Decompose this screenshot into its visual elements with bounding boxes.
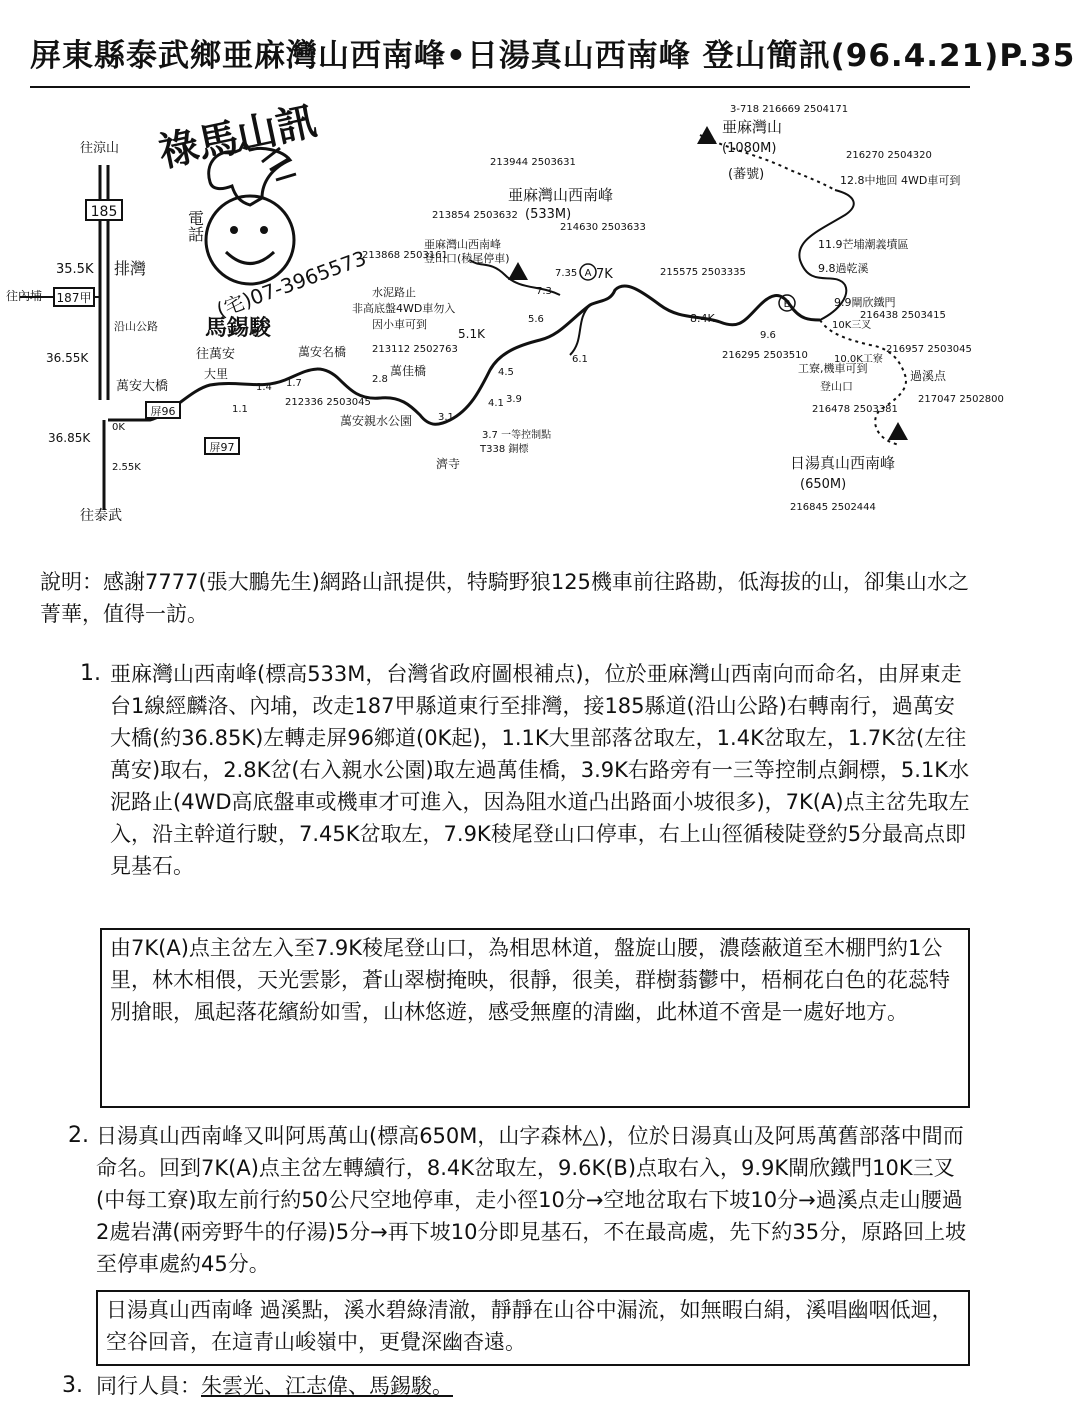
peak-rita-sw: [790, 422, 908, 513]
map-label: 212336 2503045: [285, 397, 371, 408]
map-label: 3.7 一等控制點: [482, 430, 552, 441]
item-2-number: 2.: [68, 1123, 89, 1148]
map-label: 過溪点: [910, 369, 947, 383]
item-2-text: 日湯真山西南峰又叫阿馬萬山(標高650M，山字森林△)，位於日湯真山及阿馬萬舊部落中間而命名。回到7K(A)点主岔左轉續行，8.4K岔取左，9.6K(B)点取右入，9.9K閘欣鐵門10K三叉(中每工寮)取左前行約50公尺空地停車，走小徑10分→空地岔取右下坡10分→過溪点走山腰過2處岩溝(兩旁野牛的仔湯)5分→再下坡10分即見基石，不在最高處，先下約35分，原路回上坡至停車處約45分。: [96, 1124, 967, 1276]
map-label: 萬安名橋: [298, 345, 347, 359]
svg-text:(650M): (650M): [800, 477, 847, 492]
map-label: 215575 2503335: [660, 267, 746, 278]
map-label: 亜麻灣山西南峰: [424, 238, 501, 251]
road-185: [20, 165, 820, 510]
map-label: 工寮,機車可到: [798, 362, 868, 375]
svg-text:216845 2502444: 216845 2502444: [790, 502, 876, 513]
logo-phone-label: 電話: [185, 210, 205, 242]
map-label: 大里: [204, 367, 229, 381]
svg-text:(1080M): (1080M): [722, 141, 777, 156]
route-map: [0, 90, 1004, 560]
note-box-1: [100, 928, 970, 1108]
peak-triangle-icon: [508, 262, 528, 280]
map-label: 3.1: [438, 412, 454, 423]
point-b-marker: B: [783, 299, 791, 310]
notes-section: [40, 560, 970, 1400]
map-label: 3.9: [506, 394, 522, 405]
map-label: 5.1K: [458, 327, 485, 341]
map-label: 0K: [112, 422, 125, 433]
logo: [155, 98, 370, 341]
logo-author: 馬錫駿: [205, 316, 272, 341]
map-label: 8.4K: [690, 312, 715, 325]
map-label: 濟寺: [436, 457, 461, 471]
map-label: 36.55K: [46, 351, 89, 365]
item-3-text: [96, 1370, 970, 1402]
map-label: 10K三叉: [832, 320, 872, 331]
road-187-label: 187甲: [56, 291, 92, 305]
item-1-number: 1.: [80, 661, 101, 686]
logo-phone: (宅)07-3965573: [213, 245, 370, 323]
map-label: 登山口: [820, 380, 853, 393]
header-rule: [30, 86, 970, 88]
map-label: 排灣: [114, 259, 147, 278]
map-label: 213854 2503632: [432, 210, 518, 221]
note-box-2-text: 日湯真山西南峰 過溪點，溪水碧綠清澈，靜靜在山谷中漏流，如無暇白絹，溪唱幽咽低迴，空谷回音，在這青山峻嶺中，更覺深幽杳遠。: [106, 1298, 953, 1354]
map-label: 7.3: [536, 286, 552, 297]
map-label: 往泰武: [80, 508, 122, 524]
map-label: T338 銅標: [480, 444, 529, 455]
road-ping97-label: 屏97: [209, 441, 235, 454]
map-label: 213868 2503161: [362, 250, 448, 261]
road-185-label: 185: [90, 204, 118, 220]
map-label: 216438 2503415: [860, 310, 946, 321]
item-1-text: 亜麻灣山西南峰(標高533M，台灣省政府圖根補点)，位於亜麻灣山西南向而命名，由屏東走台1線經麟洛、內埔，改走187甲縣道東行至排灣，接185縣道(沿山公路)右轉南行，過萬安大橋(約36.85K)左轉走屏96鄉道(0K起)，1.1K大里部落岔取左，1.4K岔取左，1.7K岔(左往萬安)取右，2.8K岔(右入親水公園)取左過萬佳橋，3.9K右路旁有一三等控制点銅標，5.1K水泥路止(4WD高底盤車或機車才可進入，因為阻水道凸出路面小坡很多)，7K(A)点主岔先取左入，沿主幹道行駛，7.45K岔取左，7.9K稜尾登山口停車，右上山徑循稜陡登約5分最高点即見基石。: [110, 662, 970, 878]
members-list: 朱雲光、江志偉、馬錫駿。: [201, 1374, 453, 1398]
map-label: 12.8中地回 4WD車可到: [840, 174, 961, 187]
map-label: 9.6: [760, 330, 776, 341]
map-label: 9.9閘欣鐵門: [834, 296, 896, 309]
map-label: 4.5: [498, 367, 514, 378]
map-label: 216295 2503510: [722, 350, 808, 361]
map-label: 1.7: [286, 378, 302, 389]
page-header: [30, 30, 1075, 82]
map-label: 6.1: [572, 354, 588, 365]
logo-brand: 祿馬山訊: [154, 98, 321, 177]
map-label: 2.55K: [112, 462, 141, 473]
map-label: 214630 2503633: [560, 222, 646, 233]
map-label: 非高底盤4WD車勿入: [352, 302, 456, 315]
map-label: 9.8過乾溪: [818, 262, 869, 275]
map-label: 11.9芒埔潮義墳區: [818, 238, 909, 251]
svg-text:日湯真山西南峰: 日湯真山西南峰: [790, 454, 896, 472]
road-ping96-label: 屏96: [150, 405, 176, 418]
map-label: 往內埔: [6, 289, 43, 303]
map-label: 35.5K: [56, 262, 94, 277]
map-label: 4.1: [488, 398, 504, 409]
peak-triangle-icon: [888, 422, 908, 440]
svg-text:(蕃號): (蕃號): [728, 167, 765, 182]
map-label: 萬安親水公園: [340, 414, 413, 428]
map-label: 10.0K工寮: [834, 354, 883, 365]
map-label: 216270 2504320: [846, 150, 932, 161]
intro-text: 說明：感謝7777(張大鵬先生)網路山訊提供，特騎野狼125機車前往路勘，低海拔的山，卻集山水之菁華，值得一訪。: [40, 570, 969, 626]
note-box-1-text: 由7K(A)点主岔左入至7.9K稜尾登山口，為相思林道，盤旋山腰，濃蔭蔽道至木棚門約1公里，林木相偎，天光雲影，蒼山翠樹掩映，很靜，很美，群樹蓊鬱中，梧桐花白色的花蕊特別搶眼，風起落花繽紛如雪，山林悠遊，感受無塵的清幽，此林道不啻是一處好地方。: [110, 936, 950, 1024]
map-label: 萬安大橋: [116, 379, 169, 394]
map-label: 216957 2503045: [886, 344, 972, 355]
map-label: 213112 2502763: [372, 344, 458, 355]
map-label: 登山口(稜尾停車): [424, 252, 510, 265]
map-label: 沿山公路: [114, 320, 158, 333]
map-label: 5.6: [528, 314, 544, 325]
map-label: 1.1: [232, 404, 248, 415]
note-box-2: [96, 1290, 970, 1366]
map-label: 往萬安: [196, 347, 236, 362]
map-label: 因小車可到: [372, 318, 427, 331]
page-title: 屏東縣泰武鄉亜麻灣山西南峰•日湯真山西南峰 登山簡訊: [30, 38, 831, 74]
svg-text:213944 2503631: 213944 2503631: [490, 157, 576, 168]
svg-text:(533M): (533M): [525, 207, 572, 222]
page-number: P.35: [999, 38, 1075, 74]
map-label: 216478 2503381: [812, 404, 898, 415]
smiley-face-icon: [206, 196, 294, 284]
map-label: 水泥路止: [372, 286, 416, 299]
map-label: 1.4: [256, 382, 272, 393]
item-3-number: 3.: [62, 1373, 83, 1398]
svg-text:亜麻灣山: 亜麻灣山: [722, 118, 783, 136]
point-a-marker: A: [584, 268, 592, 279]
map-label: 萬佳橋: [390, 364, 427, 378]
map-label: 2.8: [372, 374, 388, 385]
page-date: (96.4.21): [830, 38, 1000, 74]
map-label: 36.85K: [48, 431, 91, 445]
map-label: 7K: [596, 267, 613, 282]
svg-text:3-718 216669 2504171: 3-718 216669 2504171: [730, 104, 849, 115]
members-label: 同行人員：: [96, 1374, 201, 1398]
map-label: 7.35: [555, 268, 578, 279]
svg-text:亜麻灣山西南峰: 亜麻灣山西南峰: [508, 186, 614, 204]
map-label: 217047 2502800: [918, 394, 1004, 405]
map-label: 往涼山: [80, 141, 120, 156]
